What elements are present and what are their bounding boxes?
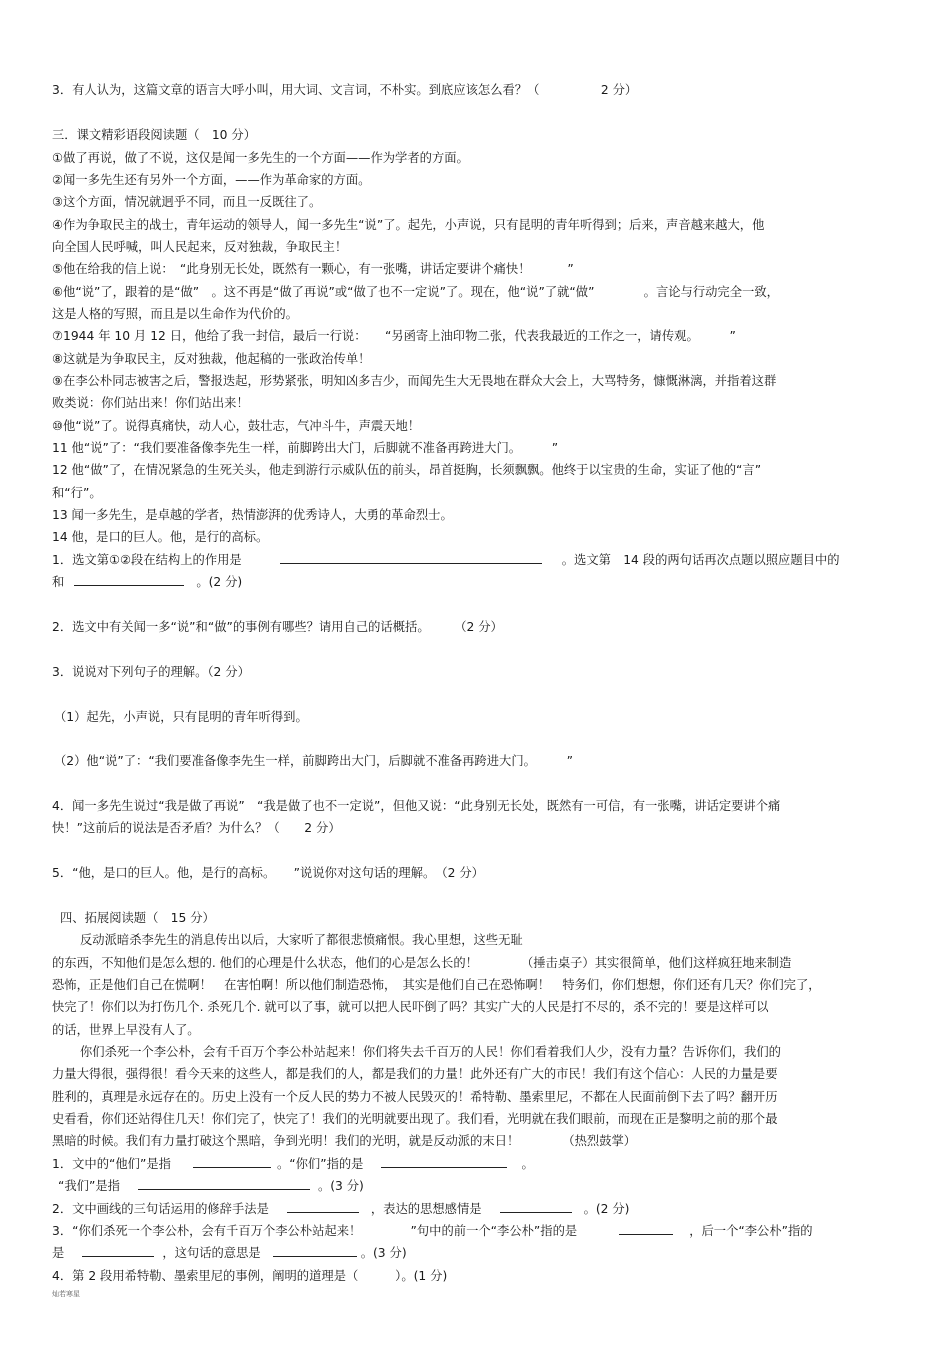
question-text: ，后一个“李公朴”指的 — [689, 1224, 813, 1238]
answer-blank[interactable] — [273, 1245, 357, 1257]
passage-line: ⑨在李公朴同志被害之后，警报迭起，形势紧张，明知凶多吉少，而闻先生大无畏地在群众大会上，大骂特务，慷慨淋漓，并指着这群 — [52, 374, 777, 388]
section-4-heading: 四、拓展阅读题（ 15 分） — [60, 911, 215, 925]
question-text: 1．选文第①②段在结构上的作用是 — [52, 553, 242, 567]
section-4-question-1 — [52, 1156, 534, 1172]
section-4-question-2 — [52, 1201, 629, 1217]
answer-blank[interactable] — [287, 1201, 359, 1213]
question-text: 是 — [52, 1246, 65, 1260]
passage-line: 13 闻一多先生，是卓越的学者，热情澎湃的优秀诗人，大勇的革命烈士。 — [52, 508, 453, 522]
passage-line: 反动派暗杀李先生的消息传出以后，大家听了都很悲愤痛恨。我心里想，这些无耻 — [80, 933, 523, 947]
passage-line: ⑧这就是为争取民主，反对独裁，他起稿的一张政治传单！ — [52, 352, 371, 366]
question-text: 。 — [521, 1157, 534, 1171]
answer-blank[interactable] — [193, 1156, 271, 1168]
passage-line: ⑩他“说”了。说得真痛快，动人心，鼓壮志，气冲斗牛，声震天地！ — [52, 419, 421, 433]
passage-line: 恐怖，正是他们自己在慌啊！ 在害怕啊！所以他们制造恐怖， 其实是他们自己在恐怖啊！ 特务们，你们想想，你们还有几天？你们完了， — [52, 978, 821, 992]
answer-blank[interactable] — [619, 1223, 673, 1235]
section-4-question-4: 4．第 2 段用希特勒、墨索里尼的事例，阐明的道理是（ ）。(1 分) — [52, 1269, 448, 1283]
question-text: 。(2 分) — [583, 1202, 630, 1216]
passage-line: 败类说：你们站出来！你们站出来！ — [52, 396, 249, 410]
answer-blank[interactable] — [74, 574, 184, 586]
question-text: ，表达的思想感情是 — [370, 1202, 482, 1216]
passage-line: ⑤他在给我的信上说： “此身别无长处，既然有一颗心，有一张嘴，讲话定要讲个痛快！ ” — [52, 262, 574, 276]
answer-blank[interactable] — [381, 1156, 507, 1168]
passage-line: 14 他，是口的巨人。他，是行的高标。 — [52, 530, 269, 544]
answer-blank[interactable] — [280, 552, 542, 564]
section-3-question-5: 5．“他，是口的巨人。他，是行的高标。 ”说说你对这句话的理解。 （2 分） — [52, 866, 484, 880]
question-text: 。(2 分) — [196, 575, 243, 589]
section-3-heading: 三．课文精彩语段阅读题（ 10 分） — [52, 128, 257, 142]
passage-line: 向全国人民呼喊，叫人民起来，反对独裁，争取民主！ — [52, 240, 348, 254]
section-4-question-1-cont — [58, 1178, 364, 1194]
passage-line: 力量大得很，强得很！看今天来的这些人，都是我们的人，都是我们的力量！此外还有广大的市民！我们有这个信心：人民的力量是要 — [52, 1067, 778, 1081]
question-text: 。选文第 14 段的两句话再次点题以照应题目中的 — [561, 553, 840, 567]
prev-question-3: 3．有人认为，这篇文章的语言大呼小叫，用大词、文言词，不朴实。到底应该怎么看？（ 2 分） — [52, 83, 638, 97]
section-4-question-3 — [52, 1223, 813, 1239]
passage-line: 胜利的，真理是永远存在的。历史上没有一个反人民的势力不被人民毁灭的！希特勒、墨索里尼，不都在人民面前倒下去了吗？翻开历 — [52, 1090, 778, 1104]
passage-line: ⑥他“说”了，跟着的是“做” 。这不再是“做了再说”或“做了也不一定说”了。现在，他“说”了就“做” 。言论与行动完全一致， — [52, 285, 779, 299]
section-3-question-3: 3．说说对下列句子的理解。（2 分） — [52, 665, 250, 679]
section-3-question-3-item-2: （2）他“说”了：“我们要准备像李先生一样，前脚跨出大门，后脚就不准备再跨进大门。 ” — [54, 754, 574, 768]
section-3-question-4-cont: 快！”这前后的说法是否矛盾？为什么？（ 2 分） — [52, 821, 341, 835]
answer-blank[interactable] — [82, 1245, 154, 1257]
passage-line: 史看看，你们还站得住几天！你们完了，快完了！我们的光明就要出现了。我们看，光明就在我们眼前，而现在正是黎明之前的那个最 — [52, 1112, 778, 1126]
passage-line: ④作为争取民主的战士，青年运动的领导人，闻一多先生“说”了。起先，小声说，只有昆明的青年听得到；后来，声音越来越大，他 — [52, 218, 765, 232]
passage-line: 这是人格的写照，而且是以生命作为代价的。 — [52, 307, 298, 321]
question-text: 和 — [52, 575, 65, 589]
question-text: 1．文中的“他们”是指 — [52, 1157, 171, 1171]
page-footer: 灿若寒星 — [52, 1290, 80, 1298]
section-3-question-3-item-1: （1）起先，小声说，只有昆明的青年听得到。 — [54, 710, 308, 724]
answer-blank[interactable] — [500, 1201, 572, 1213]
passage-line: 12 他“做”了，在情况紧急的生死关头，他走到游行示威队伍的前头，昂首挺胸，长须飘飘。他终于以宝贵的生命，实证了他的“言” — [52, 463, 762, 477]
question-text: “我们”是指 — [58, 1179, 120, 1193]
section-4-question-3-cont — [52, 1245, 407, 1261]
passage-line: 和“行”。 — [52, 486, 102, 500]
passage-line: ③这个方面，情况就迥乎不同，而且一反既往了。 — [52, 195, 322, 209]
passage-line: 黑暗的时候。我们有力量打破这个黑暗，争到光明！我们的光明，就是反动派的末日！ （热烈鼓掌） — [52, 1134, 637, 1148]
passage-line: ①做了再说，做了不说，这仅是闻一多先生的一个方面——作为学者的方面。 — [52, 151, 469, 165]
passage-line: 快完了！你们以为打伤几个. 杀死几个. 就可以了事，就可以把人民吓倒了吗？其实广大的人民是打不尽的，杀不完的！要是这样可以 — [52, 1000, 769, 1014]
section-3-question-1-cont — [52, 574, 242, 590]
passage-line: 你们杀死一个李公朴，会有千百万个李公朴站起来！你们将失去千百万的人民！你们看着我们人少，没有力量？告诉你们，我们的 — [80, 1045, 781, 1059]
question-text: 。“你们”指的是 — [276, 1157, 364, 1171]
question-text: 。(3 分) — [360, 1246, 407, 1260]
passage-line: 的话，世界上早没有人了。 — [52, 1023, 200, 1037]
section-3-question-2: 2．选文中有关闻一多“说”和“做”的事例有哪些？请用自己的话概括。 （2 分） — [52, 620, 503, 634]
passage-line: 11 他“说”了：“我们要准备像李先生一样，前脚跨出大门，后脚就不准备再跨进大门。 ” — [52, 441, 559, 455]
section-3-question-1 — [52, 552, 840, 568]
answer-blank[interactable] — [138, 1178, 310, 1190]
passage-line: ⑦1944 年 10 月 12 日，他给了我一封信，最后一行说： “另函寄上油印物二张，代表我最近的工作之一，请传观。 ” — [52, 329, 736, 343]
passage-line: ②闻一多先生还有另外一个方面，——作为革命家的方面。 — [52, 173, 371, 187]
question-text: ，这句话的意思是 — [162, 1246, 261, 1260]
question-text: 。(3 分) — [317, 1179, 364, 1193]
section-3-question-4: 4．闻一多先生说过“我是做了再说” “我是做了也不一定说”，但他又说：“此身别无长处，既然有一可信，有一张嘴，讲话定要讲个痛 — [52, 799, 781, 813]
question-text: 3．“你们杀死一个李公朴，会有千百万个李公朴站起来！ ”句中的前一个“李公朴”指的是 — [52, 1224, 578, 1238]
passage-line: 的东西，不知他们是怎么想的. 他们的心理是什么状态，他们的心是怎么长的！ （捶击桌子）其实很简单，他们这样疯狂地来制造 — [52, 956, 792, 970]
question-text: 2．文中画线的三句话运用的修辞手法是 — [52, 1202, 269, 1216]
